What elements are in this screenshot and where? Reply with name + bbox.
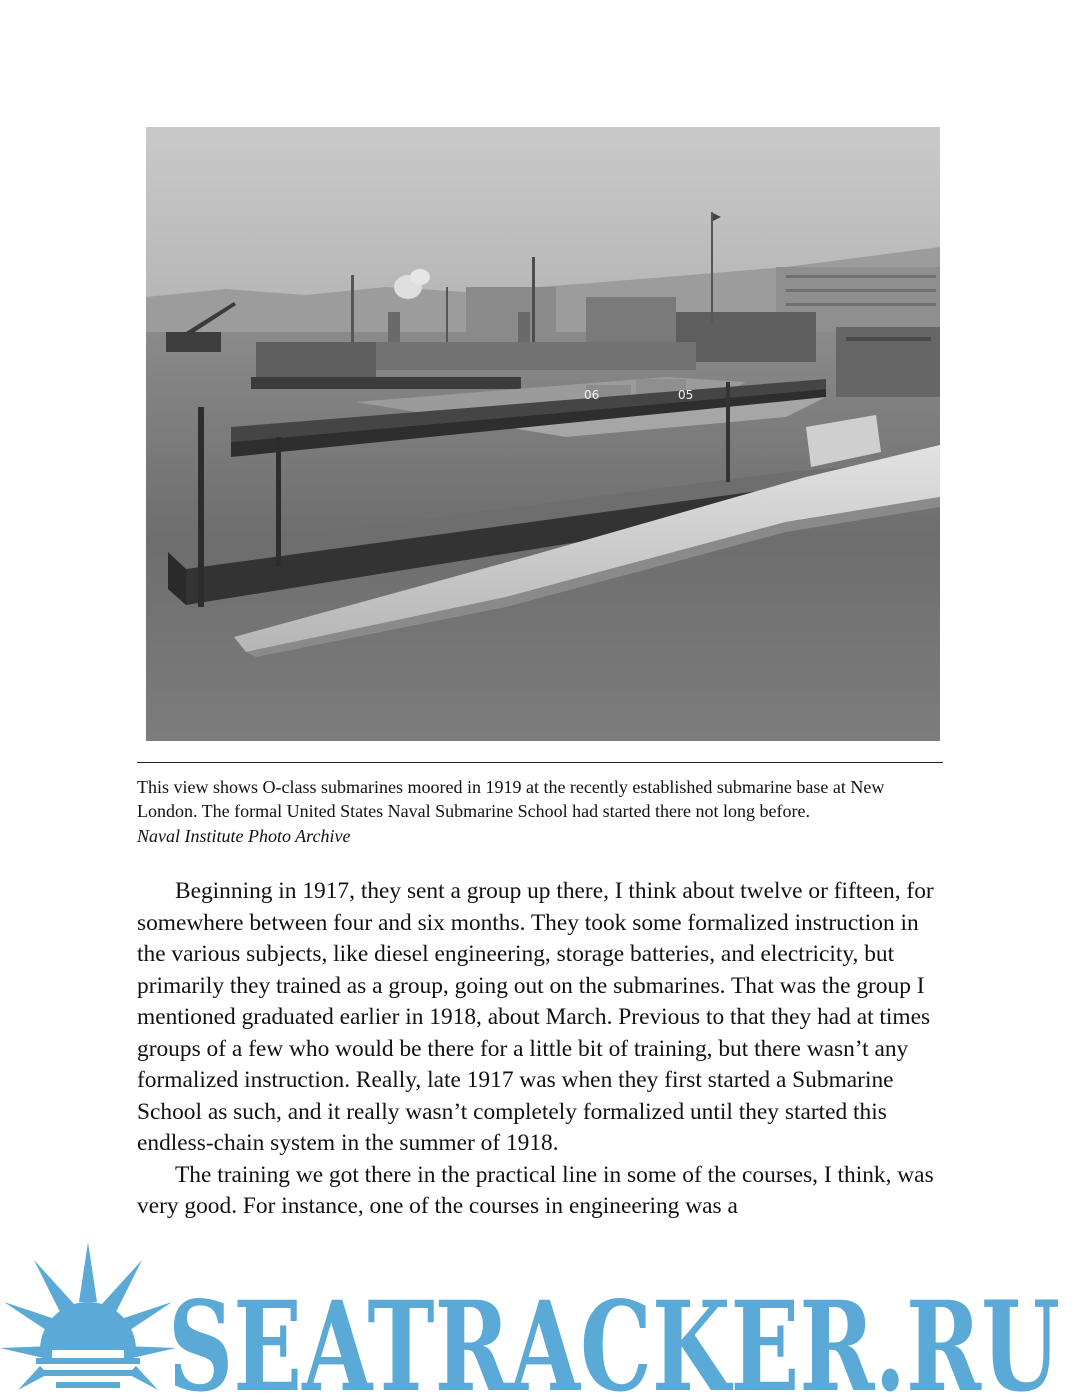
photo-illustration xyxy=(146,127,940,741)
caption-divider xyxy=(137,762,943,763)
hull-marking-05: 05 xyxy=(678,388,694,402)
watermark-graphic xyxy=(0,1240,1080,1397)
watermark xyxy=(0,1240,1080,1397)
hull-marking-06: 06 xyxy=(584,388,600,402)
photo-credit: Naval Institute Photo Archive xyxy=(137,825,351,846)
sun-burst-icon xyxy=(0,1242,176,1390)
watermark-text: SEATRACKER.RU xyxy=(168,1275,1060,1397)
paragraph: Beginning in 1917, they sent a group up there, I think about twelve or fifteen, for somewhere between four and six months. They took some formalized instruction in the various subjects, like diesel engineering, storage batteries, and electricity, but primarily they trained as a group, going out on the submarines. That was the group I mentioned graduated earlier in 1918, about March. Previous to that they had at times groups of a few who would be there for a little bit of training, but there wasn’t any formalized instruction. Really, late 1917 was when they first started a Submarine School as such, and it really wasn’t completely formalized until they started this endless-chain system in the summer of 1918. xyxy=(137,878,934,1156)
submarine-base-photo xyxy=(146,127,940,741)
caption-text: This view shows O-class submarines moored in 1919 at the recently established submarine base at New London. The formal United States Naval Submarine School had started there not long before. xyxy=(137,777,885,822)
paragraph: The training we got there in the practical line in some of the courses, I think, was very good. For instance, one of the courses in engineering was a xyxy=(137,1161,934,1219)
photo-caption xyxy=(137,775,947,848)
body-text xyxy=(137,876,945,1223)
